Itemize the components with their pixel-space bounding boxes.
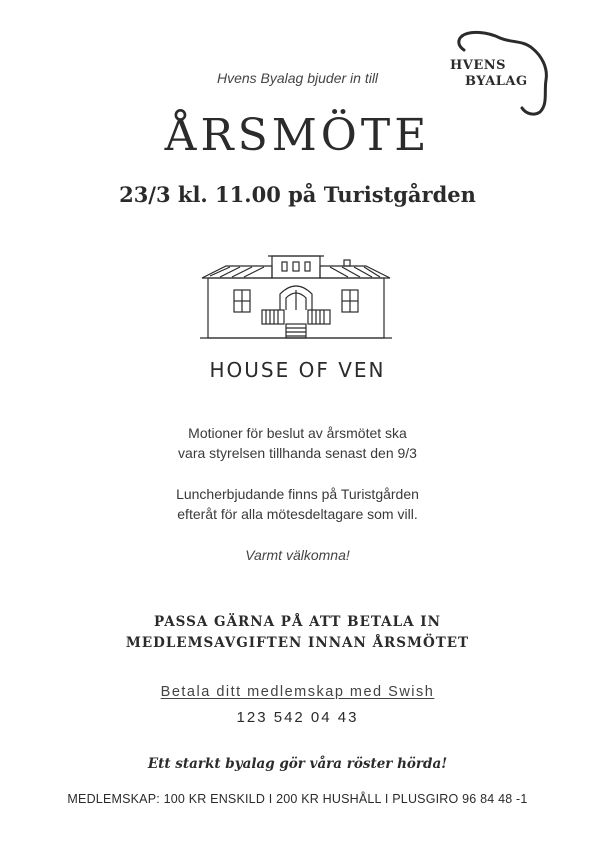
swish-number: 123 542 04 43 xyxy=(236,709,359,726)
membership-footer: MEDLEMSKAP: 100 KR ENSKILD I 200 KR HUSHÅLL I PLUSGIRO 96 84 48 -1 xyxy=(67,792,528,806)
lunch-line-1: Luncherbjudande finns på Turistgården xyxy=(176,486,419,502)
welcome-text: Varmt välkomna! xyxy=(245,547,350,563)
logo-text-line2: BYALAG xyxy=(465,74,528,89)
slogan: Ett starkt byalag gör våra röster hörda! xyxy=(147,756,448,772)
page-title: ÅRSMÖTE xyxy=(164,110,431,161)
motions-line-1: Motioner för beslut av årsmötet ska xyxy=(188,425,407,441)
intro-text: Hvens Byalag bjuder in till xyxy=(216,70,379,86)
payment-note-line-2: MEDLEMSAVGIFTEN INNAN ÅRSMÖTET xyxy=(125,635,470,651)
swish-link-row xyxy=(0,684,595,700)
lunch-line-2: efteråt för alla mötesdeltagare som vill. xyxy=(177,506,418,522)
swish-payment-link[interactable]: Betala ditt medlemskap med Swish xyxy=(160,684,435,700)
house-illustration xyxy=(196,250,396,350)
motions-paragraph xyxy=(0,423,595,463)
payment-note xyxy=(0,612,595,654)
payment-note-line-1: PASSA GÄRNA PÅ ATT BETALA IN xyxy=(154,614,441,630)
motions-line-2: vara styrelsen tillhanda senast den 9/3 xyxy=(178,445,417,461)
date-and-location: 23/3 kl. 11.00 på Turistgården xyxy=(119,182,476,207)
lunch-paragraph xyxy=(0,484,595,524)
venue-name: HOUSE OF VEN xyxy=(209,358,386,382)
logo-text-line1: HVENS xyxy=(450,58,507,73)
